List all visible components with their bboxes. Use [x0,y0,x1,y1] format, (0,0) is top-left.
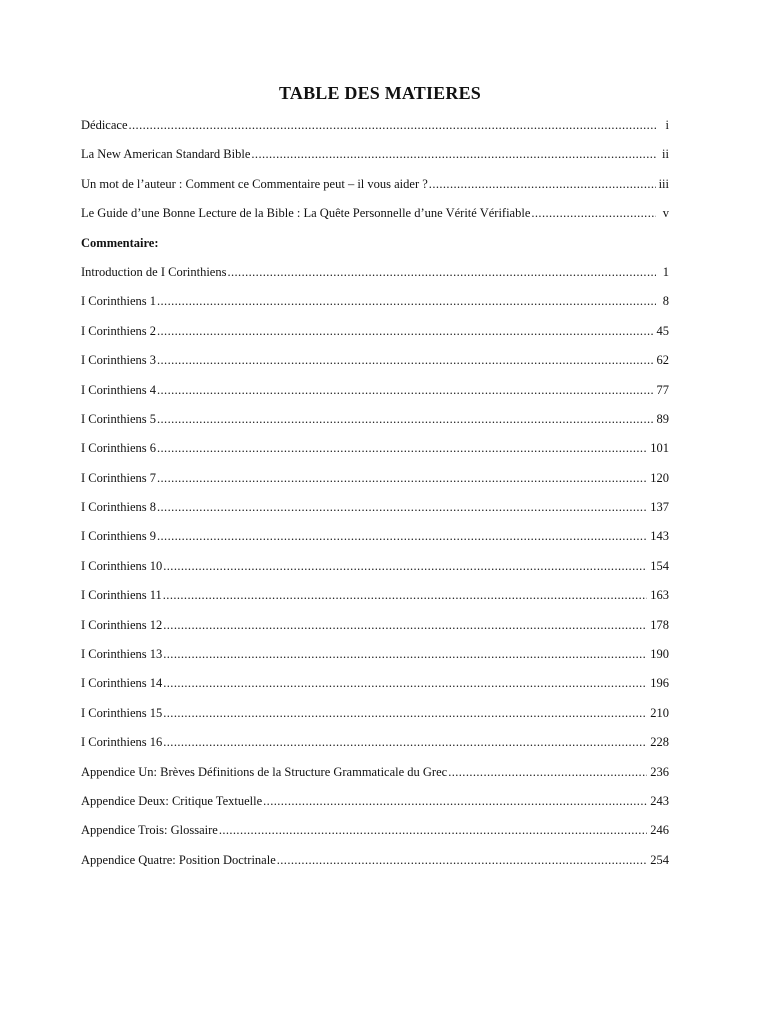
dot-leader [163,647,647,662]
toc-entry-label: I Corinthiens 13 [81,647,163,662]
toc-entry-nasb [81,147,669,176]
toc-page-number: iii [658,176,669,191]
toc-page-number: 228 [650,735,669,750]
toc-entry [81,294,669,323]
dot-leader [531,206,656,221]
dot-leader [157,529,647,544]
toc-entry-label: I Corinthiens 3 [81,353,156,368]
toc-entry-label: Appendice Un: Brèves Définitions de la Structure Grammaticale du Grec [81,764,448,779]
toc-entry [81,441,669,470]
toc-entry-label: I Corinthiens 8 [81,500,156,515]
dot-leader [157,412,654,427]
toc-page-number: 45 [656,323,669,338]
toc-page-number: 137 [650,500,669,515]
toc-entry-label: La New American Standard Bible [81,147,251,162]
toc-entry-mot-auteur [81,177,669,206]
toc-entry-label: I Corinthiens 4 [81,382,156,397]
dot-leader [129,118,657,133]
toc-entry-label: I Corinthiens 15 [81,705,163,720]
toc-entry-label: Introduction de I Corinthiens [81,264,227,279]
toc-page-number: 236 [650,764,669,779]
page-title: TABLE DES MATIERES [279,83,481,103]
toc-page-number: 120 [650,470,669,485]
toc-entry [81,794,669,823]
toc-entry [81,676,669,705]
toc-entry [81,353,669,382]
dot-leader [163,618,647,633]
toc-entry-label: I Corinthiens 16 [81,735,163,750]
toc-entry [81,823,669,852]
dot-leader [157,471,647,486]
toc-page-number: 101 [650,441,669,456]
dot-leader [163,676,647,691]
toc-entry-label: Appendice Quatre: Position Doctrinale [81,852,276,867]
dot-leader [263,794,647,809]
toc-entry [81,735,669,764]
section-heading: Commentaire: [81,235,159,250]
toc-page-number: 62 [656,353,669,368]
dot-leader [163,735,647,750]
dot-leader [448,765,647,780]
dot-leader [429,177,656,192]
toc-entry [81,765,669,794]
toc-page-number: 163 [650,588,669,603]
toc-entry [81,559,669,588]
toc-entry [81,706,669,735]
toc-entry-label: I Corinthiens 10 [81,558,163,573]
toc-entry [81,647,669,676]
dot-leader [227,265,656,280]
toc-entry-label: I Corinthiens 7 [81,470,156,485]
dot-leader [157,294,656,309]
toc-entry [81,529,669,558]
toc-entry [81,618,669,647]
toc-entry-label: Appendice Trois: Glossaire [81,823,218,838]
toc-page-number: 246 [650,823,669,838]
dot-leader [157,500,647,515]
toc-entry [81,853,669,882]
toc-entry [81,265,669,294]
toc-entry-label: I Corinthiens 14 [81,676,163,691]
toc-page-number: 254 [650,852,669,867]
table-of-contents [81,118,669,882]
toc-page-number: 143 [650,529,669,544]
toc-page-number: 77 [656,382,669,397]
toc-page-number: 178 [650,617,669,632]
toc-page-number: v [662,206,669,221]
toc-entry-label: I Corinthiens 2 [81,323,156,338]
toc-entry [81,471,669,500]
toc-entry-dedicace [81,118,669,147]
toc-page-number: 210 [650,705,669,720]
toc-page-number: ii [662,147,669,162]
toc-page-number: 243 [650,793,669,808]
toc-page-number: 154 [650,558,669,573]
toc-entry-label: I Corinthiens 6 [81,441,156,456]
toc-entry [81,412,669,441]
dot-leader [219,823,647,838]
toc-page-number: 89 [656,411,669,426]
dot-leader [157,441,647,456]
dot-leader [163,588,647,603]
dot-leader [163,706,647,721]
dot-leader [157,324,654,339]
toc-entry [81,500,669,529]
toc-entry-guide [81,206,669,235]
toc-entry-label: I Corinthiens 12 [81,617,163,632]
toc-entry [81,383,669,412]
toc-entry [81,588,669,617]
toc-entry-label: Appendice Deux: Critique Textuelle [81,793,263,808]
dot-leader [157,353,654,368]
toc-entry [81,324,669,353]
toc-entry-label: Dédicace [81,118,128,132]
toc-page-number: i [665,118,669,132]
toc-entry-label: I Corinthiens 11 [81,588,162,603]
dot-leader [277,853,648,868]
toc-entry-label: I Corinthiens 5 [81,411,156,426]
toc-entry-label: I Corinthiens 1 [81,294,156,309]
dot-leader [251,147,656,162]
toc-entry-label: Un mot de l’auteur : Comment ce Commentaire peut – il vous aider ? [81,176,428,191]
dot-leader [163,559,647,574]
toc-page-number: 196 [650,676,669,691]
toc-entry-label: Le Guide d’une Bonne Lecture de la Bible : La Quête Personnelle d’une Vérité Vérifiable [81,206,531,221]
toc-entry-label: I Corinthiens 9 [81,529,156,544]
toc-page-number: 1 [662,264,669,279]
toc-page-number: 190 [650,647,669,662]
dot-leader [157,383,654,398]
toc-page-number: 8 [662,294,669,309]
